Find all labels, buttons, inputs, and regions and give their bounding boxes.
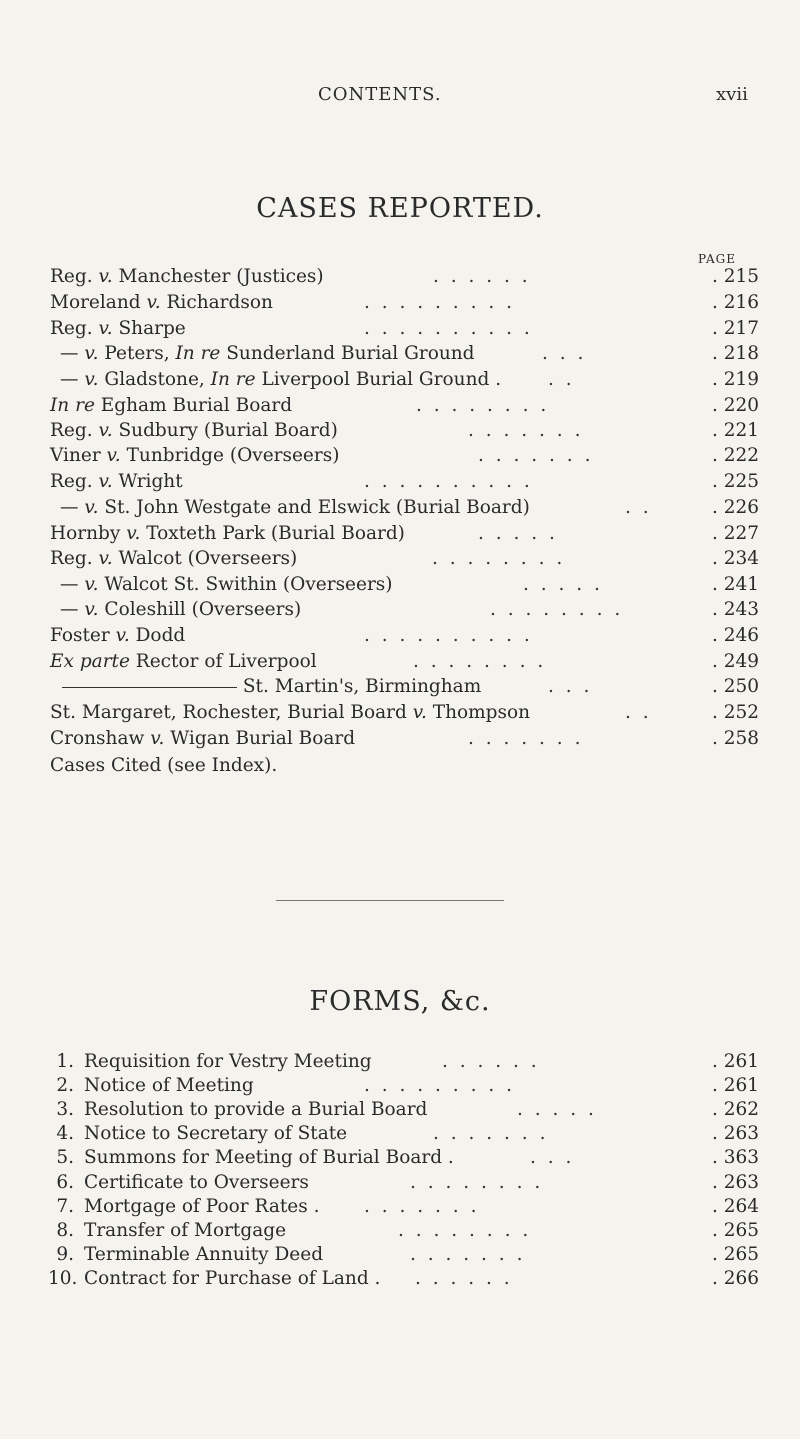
- case-party: Manchester (Justices): [112, 266, 324, 287]
- leader-dots: . . . . . . . .: [416, 395, 550, 416]
- versus-italic: v.: [84, 369, 99, 390]
- case-party: Coleshill (Overseers): [98, 599, 302, 620]
- case-party: Dodd: [129, 625, 186, 646]
- page-number: . 216: [712, 292, 760, 313]
- leader-dots: . . . . . .: [415, 1268, 513, 1289]
- case-entry: [0, 264, 800, 290]
- case-title: [50, 393, 292, 419]
- form-entry: [0, 1097, 800, 1123]
- leader-dots: . . . . . . .: [410, 1244, 526, 1265]
- leader-dots: . . . . . . . .: [432, 548, 566, 569]
- versus-italic: v.: [98, 318, 113, 339]
- case-entry: [0, 469, 800, 495]
- leader-dots: . . . . .: [478, 523, 558, 544]
- page-number: . 234: [712, 548, 760, 569]
- case-party: Wright: [112, 471, 183, 492]
- in-re-italic: In re: [175, 343, 221, 364]
- page-number: . 219: [712, 369, 760, 390]
- case-party: —: [60, 369, 85, 390]
- form-number: 4.: [56, 1123, 74, 1144]
- case-party: Reg.: [50, 318, 99, 339]
- form-title: Requisition for Vestry Meeting: [84, 1051, 372, 1072]
- leader-dots: . . . . . . . . .: [364, 1075, 515, 1096]
- versus-italic: v.: [412, 702, 427, 723]
- leader-dots: . . . . .: [523, 574, 603, 595]
- case-entry: [0, 597, 800, 623]
- case-party: Wigan Burial Board: [164, 728, 356, 749]
- case-title: [50, 753, 277, 779]
- form-entry: [0, 1170, 800, 1196]
- case-party: Reg.: [50, 471, 99, 492]
- page-header: [0, 84, 800, 114]
- leader-dots: . . . . . . . . . .: [364, 318, 533, 339]
- page-number: . 217: [712, 318, 760, 339]
- case-entry: [0, 726, 800, 752]
- case-party: Foster: [50, 625, 116, 646]
- case-party: Walcot St. Swithin (Overseers): [98, 574, 393, 595]
- leader-dots: . .: [548, 369, 575, 390]
- versus-italic: v.: [150, 728, 165, 749]
- leader-dots: . . .: [548, 676, 593, 697]
- leader-dots: . . .: [530, 1147, 575, 1168]
- page-number: . 225: [712, 471, 760, 492]
- leader-dots: . . . . . .: [433, 266, 531, 287]
- case-title: [60, 572, 393, 598]
- form-entry: [0, 1049, 800, 1075]
- leader-dots: . . . . . .: [442, 1051, 540, 1072]
- case-party: Moreland: [50, 292, 147, 313]
- form-number: 9.: [56, 1244, 74, 1265]
- versus-italic: v.: [84, 343, 99, 364]
- case-entry: [0, 443, 800, 469]
- case-entry: [0, 674, 800, 700]
- form-entry: [0, 1145, 800, 1171]
- ex-parte-italic: Ex parte: [50, 651, 130, 672]
- case-party: Tunbridge (Overseers): [120, 445, 340, 466]
- form-number: 1.: [56, 1051, 74, 1072]
- page-number: . 363: [712, 1147, 760, 1168]
- page-number: . 261: [712, 1075, 760, 1096]
- case-entry: [0, 572, 800, 598]
- in-re-italic: In re: [50, 395, 95, 416]
- case-title: [60, 341, 475, 367]
- case-party: Reg.: [50, 266, 99, 287]
- versus-italic: v.: [84, 599, 99, 620]
- page-number: . 263: [712, 1123, 760, 1144]
- versus-italic: v.: [98, 471, 113, 492]
- case-title: [50, 418, 338, 444]
- page-number: . 266: [712, 1268, 760, 1289]
- case-entry: [0, 649, 800, 675]
- page-number: . 252: [712, 702, 760, 723]
- case-party: Egham Burial Board: [94, 395, 293, 416]
- case-party: Toxteth Park (Burial Board): [140, 523, 405, 544]
- form-title: Contract for Purchase of Land .: [84, 1268, 381, 1289]
- leader-dots: . .: [625, 497, 652, 518]
- form-title: Mortgage of Poor Rates .: [84, 1196, 320, 1217]
- case-party: Sudbury (Burial Board): [112, 420, 338, 441]
- leader-dots: . . . . . . . . . .: [364, 625, 533, 646]
- form-number: 7.: [56, 1196, 74, 1217]
- form-entry: [0, 1266, 800, 1292]
- page-column-label: PAGE: [698, 252, 736, 266]
- page-number: . 222: [712, 445, 760, 466]
- case-title: [50, 521, 405, 547]
- case-entry: [0, 700, 800, 726]
- leader-dots: . . . . . . . . . .: [364, 471, 533, 492]
- page-number: . 264: [712, 1196, 760, 1217]
- case-party: Gladstone,: [98, 369, 211, 390]
- page-number: . 226: [712, 497, 760, 518]
- page-number: . 262: [712, 1099, 760, 1120]
- versus-italic: v.: [106, 445, 121, 466]
- case-title: [50, 264, 324, 290]
- page-number: . 218: [712, 343, 760, 364]
- form-entry: [0, 1194, 800, 1220]
- leader-dots: . . . . . . . .: [413, 651, 547, 672]
- case-entry: [0, 341, 800, 367]
- versus-italic: v.: [126, 523, 141, 544]
- form-title: Notice to Secretary of State: [84, 1123, 348, 1144]
- page-number: . 246: [712, 625, 760, 646]
- page-number: . 220: [712, 395, 760, 416]
- versus-italic: v.: [84, 497, 99, 518]
- case-entry: [0, 623, 800, 649]
- case-title: [50, 316, 186, 342]
- case-title: [50, 443, 339, 469]
- form-number: 10.: [48, 1268, 78, 1289]
- case-party: St. Martin's, Birmingham: [237, 676, 482, 697]
- case-party: Sharpe: [112, 318, 186, 339]
- case-party: Cases Cited (see Index).: [50, 755, 278, 776]
- form-title: Summons for Meeting of Burial Board .: [84, 1147, 454, 1168]
- case-party: Walcot (Overseers): [112, 548, 298, 569]
- leader-dots: . . . . . . . .: [490, 599, 624, 620]
- form-title: Resolution to provide a Burial Board: [84, 1099, 428, 1120]
- case-entry: [0, 316, 800, 342]
- ditto-rule: [62, 687, 237, 688]
- leader-dots: . . . . . . .: [468, 420, 584, 441]
- cases-reported-title: CASES REPORTED.: [256, 193, 544, 224]
- case-party: Peters,: [98, 343, 176, 364]
- section-divider: [276, 900, 504, 901]
- in-re-italic: In re: [210, 369, 256, 390]
- form-number: 6.: [56, 1172, 74, 1193]
- case-party: Viner: [50, 445, 107, 466]
- case-party: —: [60, 497, 85, 518]
- case-title: [50, 700, 530, 726]
- versus-italic: v.: [115, 625, 130, 646]
- form-entry: [0, 1073, 800, 1099]
- case-entry: [0, 393, 800, 419]
- case-party: St. Margaret, Rochester, Burial Board: [50, 702, 413, 723]
- leader-dots: . . . . . . .: [433, 1123, 549, 1144]
- page-number: . 250: [712, 676, 760, 697]
- form-entry: [0, 1242, 800, 1268]
- form-number: 8.: [56, 1220, 74, 1241]
- page-number: . 249: [712, 651, 760, 672]
- leader-dots: . . . . . . . . .: [364, 292, 515, 313]
- leader-dots: . . . . . . .: [478, 445, 594, 466]
- page-numeral: xvii: [716, 84, 748, 105]
- versus-italic: v.: [98, 548, 113, 569]
- leader-dots: . . .: [542, 343, 587, 364]
- page-number: . 258: [712, 728, 760, 749]
- page-number: . 265: [712, 1244, 760, 1265]
- page-number: . 221: [712, 420, 760, 441]
- form-title: Notice of Meeting: [84, 1075, 254, 1096]
- leader-dots: . . . . . . . .: [410, 1172, 544, 1193]
- case-title: [50, 623, 185, 649]
- case-entry: [0, 495, 800, 521]
- leader-dots: . .: [625, 702, 652, 723]
- form-number: 2.: [56, 1075, 74, 1096]
- case-party: Reg.: [50, 420, 99, 441]
- case-title: [50, 546, 297, 572]
- page-number: . 241: [712, 574, 760, 595]
- case-detail: Sunderland Burial Ground: [220, 343, 475, 364]
- leader-dots: . . . . . . . .: [398, 1220, 532, 1241]
- case-title: [50, 469, 183, 495]
- case-title: [60, 495, 530, 521]
- page-number: . 265: [712, 1220, 760, 1241]
- case-entry: [0, 521, 800, 547]
- case-party: Reg.: [50, 548, 99, 569]
- leader-dots: . . . . . . .: [364, 1196, 480, 1217]
- page-number: . 261: [712, 1051, 760, 1072]
- case-title: [60, 597, 301, 623]
- case-entry: [0, 367, 800, 393]
- forms-title: FORMS, &c.: [309, 986, 491, 1017]
- case-party: St. John Westgate and Elswick (Burial Board): [98, 497, 530, 518]
- form-entry: [0, 1121, 800, 1147]
- case-entry: [0, 546, 800, 572]
- form-number: 5.: [56, 1147, 74, 1168]
- form-title: Transfer of Mortgage: [84, 1220, 287, 1241]
- case-title: [50, 726, 355, 752]
- page-number: . 243: [712, 599, 760, 620]
- case-party: Thompson: [426, 702, 531, 723]
- page-number: . 263: [712, 1172, 760, 1193]
- case-party: Richardson: [160, 292, 273, 313]
- case-entry: [0, 418, 800, 444]
- versus-italic: v.: [84, 574, 99, 595]
- running-title: CONTENTS.: [318, 84, 442, 105]
- leader-dots: . . . . .: [517, 1099, 597, 1120]
- case-party: Hornby: [50, 523, 127, 544]
- form-title: Certificate to Overseers: [84, 1172, 309, 1193]
- case-detail: Liverpool Burial Ground .: [255, 369, 502, 390]
- versus-italic: v.: [98, 420, 113, 441]
- versus-italic: v.: [98, 266, 113, 287]
- form-number: 3.: [56, 1099, 74, 1120]
- case-title: [60, 367, 501, 393]
- form-title: Terminable Annuity Deed: [84, 1244, 324, 1265]
- case-party: —: [60, 574, 85, 595]
- case-title: [50, 290, 273, 316]
- case-party: —: [60, 343, 85, 364]
- case-entry: [0, 753, 800, 779]
- form-entry: [0, 1218, 800, 1244]
- case-party: Cronshaw: [50, 728, 151, 749]
- case-party: —: [60, 599, 85, 620]
- case-title: [50, 649, 317, 675]
- versus-italic: v.: [146, 292, 161, 313]
- page-number: . 227: [712, 523, 760, 544]
- page-number: . 215: [712, 266, 760, 287]
- case-title: [62, 674, 481, 700]
- case-entry: [0, 290, 800, 316]
- leader-dots: . . . . . . .: [468, 728, 584, 749]
- case-party: Rector of Liverpool: [129, 651, 317, 672]
